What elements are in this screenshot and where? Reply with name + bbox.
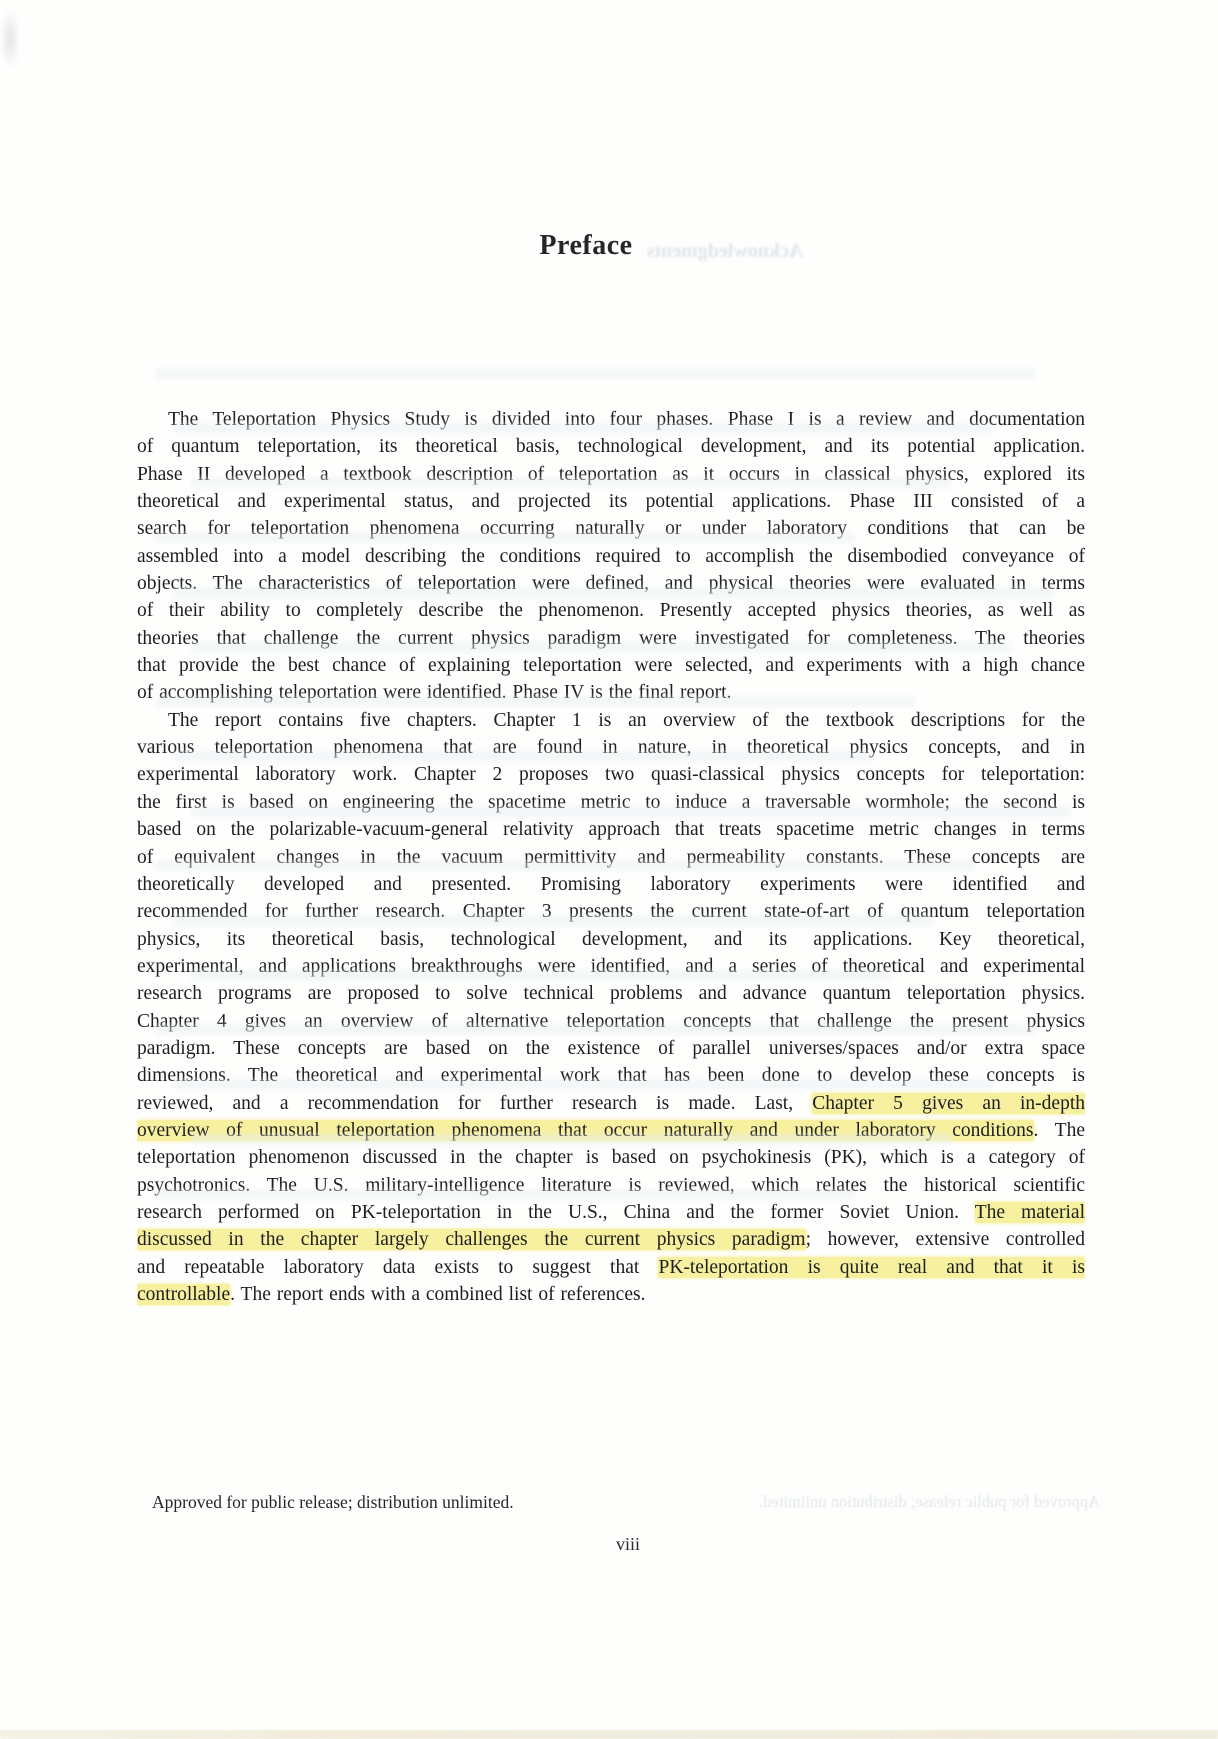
highlighted-text: PK-teleportation is quite real and that it is <box>658 1256 1085 1278</box>
text-segment: paradigm. These concepts are based on the existence of parallel universes/spaces and/or extra space <box>137 1037 1085 1059</box>
text-line <box>137 1008 1085 1035</box>
page-number: viii <box>615 1534 640 1554</box>
text-segment: search for teleportation phenomena occurring naturally or under laboratory conditions that can be <box>137 518 1085 540</box>
text-line <box>137 597 1085 624</box>
text-line <box>137 1226 1085 1253</box>
text-line <box>137 1144 1085 1171</box>
text-segment: assembled into a model describing the conditions required to accomplish the disembodied conveyance of <box>137 545 1085 567</box>
bleed-through-title: Acknowledgments <box>646 240 804 262</box>
text-line <box>137 406 1085 433</box>
text-segment: The report contains five chapters. Chapter 1 is an overview of the textbook descriptions for the <box>168 709 1085 731</box>
text-line <box>137 707 1085 734</box>
scan-smudge-artifact <box>0 8 20 70</box>
scan-edge-artifact <box>0 1730 1218 1739</box>
text-segment: experimental laboratory work. Chapter 2 proposes two quasi-classical physics concepts for teleportation: <box>137 764 1085 786</box>
text-segment: various teleportation phenomena that are found in nature, in theoretical physics concepts, and in <box>137 737 1085 759</box>
highlighted-text: discussed in the chapter largely challenges the current physics paradigm <box>137 1229 806 1251</box>
text-segment: theoretically developed and presented. Promising laboratory experiments were identified and <box>137 873 1085 895</box>
text-segment: Phase II developed a textbook description of teleportation as it occurs in classical physics, explored its <box>137 463 1085 485</box>
text-line <box>137 1254 1085 1281</box>
text-line <box>137 789 1085 816</box>
text-line <box>137 1281 1085 1308</box>
text-line <box>137 652 1085 679</box>
distribution-statement: Approved for public release; distribution unlimited. <box>152 1492 514 1512</box>
highlighted-text: controllable <box>137 1284 231 1305</box>
text-segment: objects. The characteristics of teleportation were defined, and physical theories were evaluated in terms <box>137 573 1085 595</box>
text-line <box>137 953 1085 980</box>
text-segment: teleportation phenomenon discussed in the chapter is based on psychokinesis (PK), which is a category of <box>137 1147 1085 1169</box>
text-segment: recommended for further research. Chapter 3 presents the current state-of-art of quantum teleportation <box>137 901 1085 923</box>
text-segment: theories that challenge the current physics paradigm were investigated for completeness. The theories <box>137 627 1085 649</box>
highlighted-text: overview of unusual teleportation phenomena that occur naturally and under laboratory conditions <box>137 1119 1034 1141</box>
text-line <box>137 543 1085 570</box>
text-line <box>137 1090 1085 1117</box>
text-segment: research performed on PK-teleportation in the U.S., China and the former Soviet Union. <box>137 1201 975 1223</box>
text-line <box>137 1172 1085 1199</box>
text-line <box>137 1035 1085 1062</box>
text-segment: of quantum teleportation, its theoretical basis, technological development, and its potential application. <box>137 436 1085 458</box>
text-line <box>137 679 1085 706</box>
text-segment: the first is based on engineering the spacetime metric to induce a traversable wormhole; the second is <box>137 791 1085 813</box>
text-segment: reviewed, and a recommendation for further research is made. Last, <box>137 1092 813 1114</box>
highlighted-text: Chapter 5 gives an in-depth <box>812 1092 1085 1114</box>
text-segment: of accomplishing teleportation were identified. Phase IV is the final report. <box>137 682 732 704</box>
text-line <box>137 761 1085 788</box>
text-line <box>137 844 1085 871</box>
text-line <box>137 816 1085 843</box>
text-segment: ; however, extensive controlled <box>805 1229 1085 1251</box>
text-segment: theoretical and experimental status, and projected its potential applications. Phase III consisted of a <box>137 491 1085 513</box>
text-segment: that provide the best chance of explaining teleportation were selected, and experiments with a high chance <box>137 655 1085 677</box>
text-line <box>137 926 1085 953</box>
text-line <box>137 898 1085 925</box>
text-segment: . The report ends with a combined list of references. <box>230 1284 646 1305</box>
page-title: Preface <box>539 230 633 261</box>
text-line <box>137 1117 1085 1144</box>
text-segment: dimensions. The theoretical and experimental work that has been done to develop these concepts is <box>137 1065 1085 1087</box>
text-line <box>137 488 1085 515</box>
bleed-through-artifact <box>155 368 1035 379</box>
text-line <box>137 734 1085 761</box>
text-line <box>137 515 1085 542</box>
text-line <box>137 980 1085 1007</box>
text-segment: The Teleportation Physics Study is divided into four phases. Phase I is a review and documentation <box>168 409 1085 430</box>
text-segment: of their ability to completely describe the phenomenon. Presently accepted physics theories, as well as <box>137 600 1085 622</box>
text-line <box>137 433 1085 460</box>
text-segment: based on the polarizable-vacuum-general relativity approach that treats spacetime metric changes in terms <box>137 819 1085 841</box>
text-line <box>137 1199 1085 1226</box>
bleed-through-distribution-statement: Approved for public release; distribution unlimited. <box>759 1492 1100 1511</box>
text-line <box>137 461 1085 488</box>
text-segment: physics, its theoretical basis, technological development, and its applications. Key theoretical, <box>137 928 1085 950</box>
text-line <box>137 871 1085 898</box>
text-segment: Chapter 4 gives an overview of alternative teleportation concepts that challenge the present physics <box>137 1010 1085 1032</box>
body-text <box>137 406 1085 1308</box>
text-segment: experimental, and applications breakthroughs were identified, and a series of theoretical and experimental <box>137 955 1085 977</box>
text-segment: of equivalent changes in the vacuum permittivity and permeability constants. These concepts are <box>137 846 1085 868</box>
text-segment: and repeatable laboratory data exists to suggest that <box>137 1256 659 1278</box>
text-line <box>137 570 1085 597</box>
text-segment: psychotronics. The U.S. military-intelligence literature is reviewed, which relates the historical scientific <box>137 1174 1085 1196</box>
text-line <box>137 625 1085 652</box>
text-segment: . The <box>1033 1119 1085 1141</box>
text-segment: research programs are proposed to solve technical problems and advance quantum teleportation physics. <box>137 983 1085 1005</box>
text-line <box>137 1062 1085 1089</box>
highlighted-text: The material <box>974 1201 1085 1223</box>
